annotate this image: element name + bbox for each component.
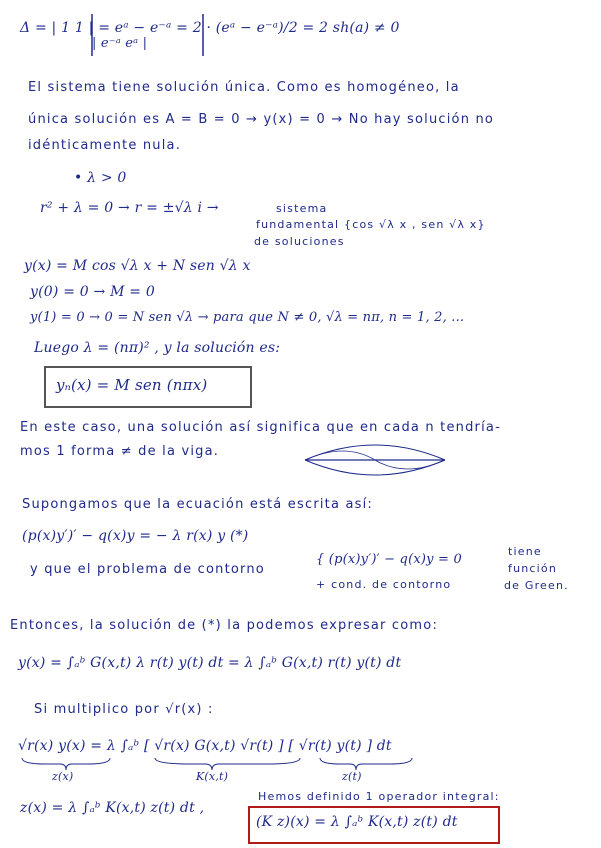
boundary-condition-1: y(0) = 0 → M = 0: [30, 284, 155, 300]
determinant-row-2: | e⁻ᵃ eᵃ |: [92, 36, 148, 51]
green-label-1: tiene: [508, 545, 542, 558]
integral-equation-z: z(x) = λ ∫ₐᵇ K(x,t) z(t) dt ,: [20, 800, 205, 816]
paragraph-3: Supongamos que la ecuación está escrita así:: [22, 497, 374, 512]
green-label-2: función: [508, 562, 558, 575]
case-lambda-positive: • λ > 0: [74, 170, 127, 186]
paragraph-1c: idénticamente nula.: [28, 138, 182, 153]
underbrace-zx: [22, 758, 110, 770]
eigenvalue-statement: Luego λ = (nπ)² , y la solución es:: [34, 340, 281, 356]
characteristic-equation: r² + λ = 0 → r = ±√λ i →: [40, 200, 219, 216]
fundamental-system-label-3: de soluciones: [254, 235, 345, 248]
eigenfunction: yₙ(x) = M sen (nπx): [56, 376, 208, 394]
label-k: K(x,t): [196, 770, 229, 783]
green-label-3: de Green.: [504, 579, 569, 592]
paragraph-2b: mos 1 forma ≠ de la viga.: [20, 444, 220, 459]
fundamental-system-label-2: fundamental {cos √λ x , sen √λ x}: [256, 218, 486, 231]
integral-representation: y(x) = ∫ₐᵇ G(x,t) λ r(t) y(t) dt = λ ∫ₐᵇ G(x,t) r(t) y(t) dt: [18, 655, 402, 671]
boundary-condition-2: y(1) = 0 → 0 = N sen √λ → para que N ≠ 0, √λ = nπ, n = 1, 2, ...: [30, 310, 465, 325]
label-z-t: z(t): [342, 770, 362, 783]
determinant-equation: Δ = | 1 1 | = eᵃ − e⁻ᵃ = 2 · (eᵃ − e⁻ᵃ)/2 = 2 sh(a) ≠ 0: [20, 20, 400, 36]
boundary-problem-eq: { (p(x)y′)′ − q(x)y = 0: [316, 552, 462, 567]
paragraph-4a: y que el problema de contorno: [30, 562, 265, 577]
paragraph-1a: El sistema tiene solución única. Como es homogéneo, la: [28, 80, 460, 95]
boundary-problem-conditions: + cond. de contorno: [316, 578, 452, 591]
integral-operator: (K z)(x) = λ ∫ₐᵇ K(x,t) z(t) dt: [256, 814, 458, 830]
paragraph-6: Si multiplico por √r(x) :: [34, 702, 214, 717]
label-z-x: z(x): [52, 770, 74, 783]
paragraph-1b: única solución es A = B = 0 → y(x) = 0 → No hay solución no: [28, 112, 495, 127]
paragraph-2a: En este caso, una solución así significa que en cada n tendría-: [20, 420, 501, 435]
paragraph-5: Entonces, la solución de (*) la podemos expresar como:: [10, 618, 439, 633]
symmetrized-integral: √r(x) y(x) = λ ∫ₐᵇ [ √r(x) G(x,t) √r(t) ] [ √r(t) y(t) ] dt: [18, 738, 392, 754]
general-solution: y(x) = M cos √λ x + N sen √λ x: [24, 258, 251, 274]
paragraph-7: Hemos definido 1 operador integral:: [258, 790, 500, 803]
fundamental-system-label-1: sistema: [276, 202, 328, 215]
equation-star: (p(x)y′)′ − q(x)y = − λ r(x) y (*): [22, 528, 249, 544]
underbrace-k: [155, 758, 300, 770]
underbrace-zt: [320, 758, 412, 770]
beam-sketch-icon: [305, 445, 445, 475]
